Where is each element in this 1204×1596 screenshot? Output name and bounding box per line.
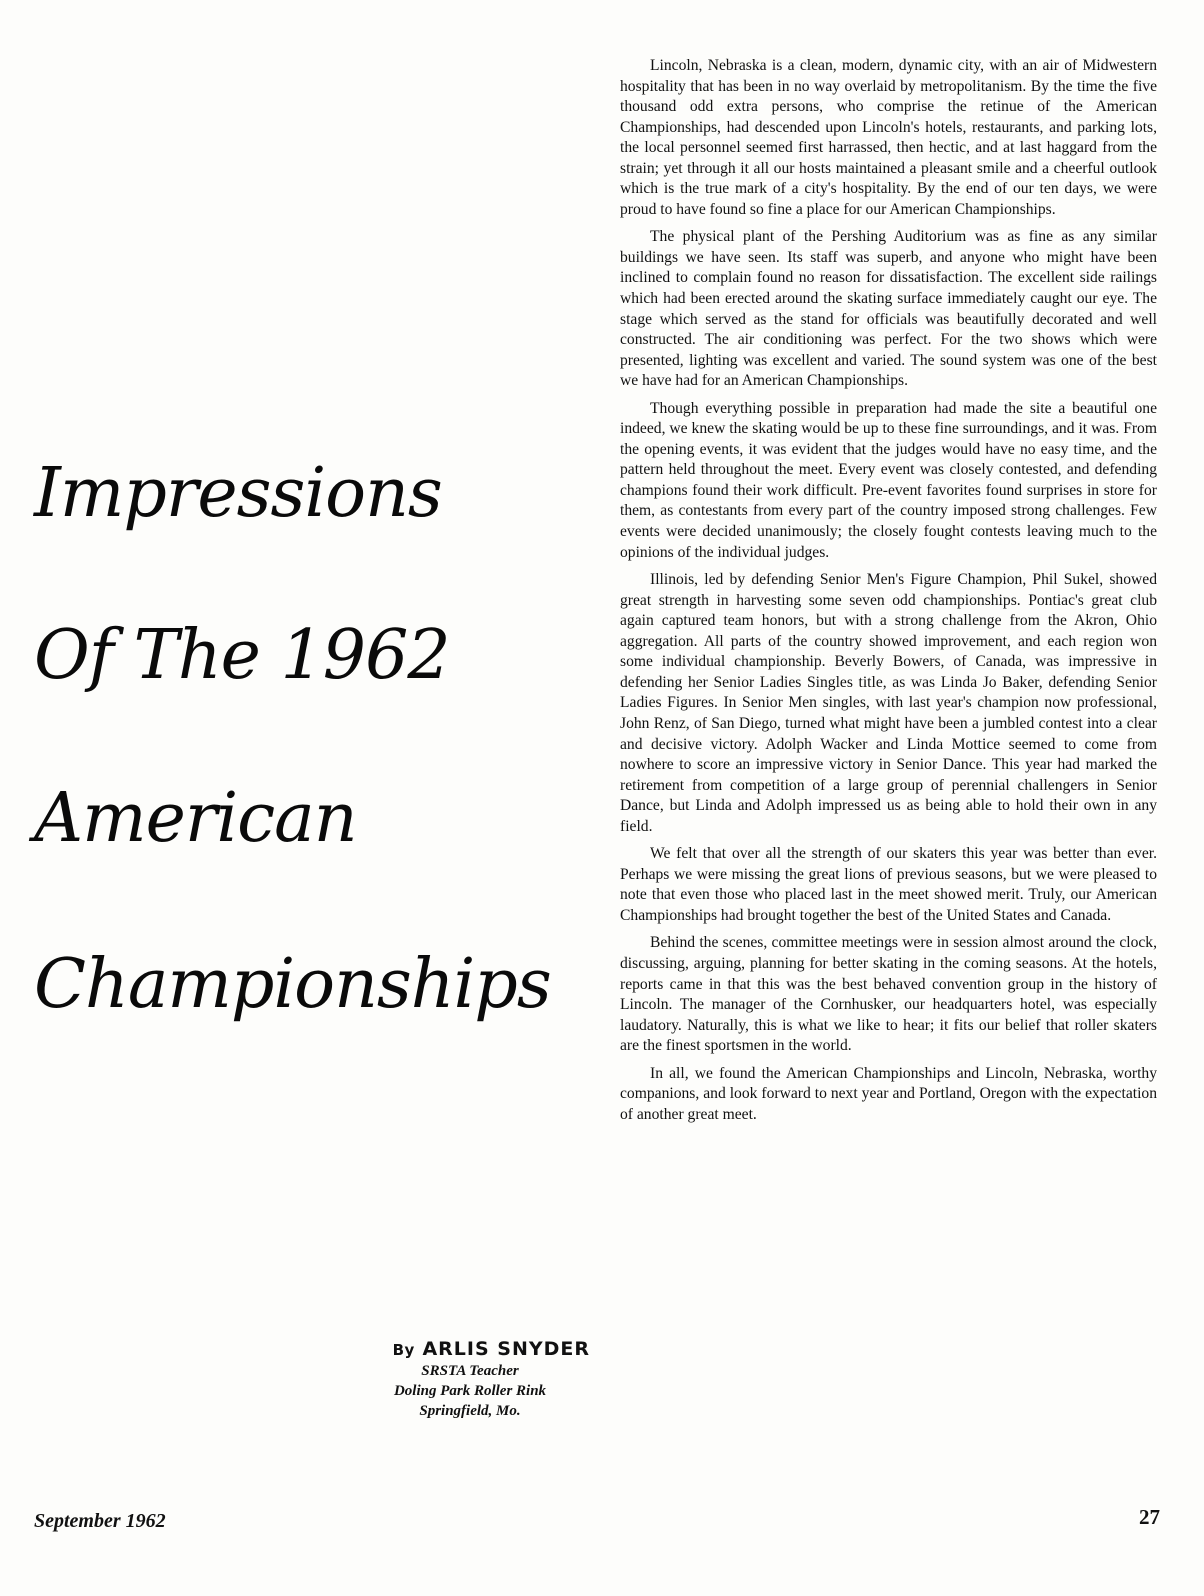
title-line-3: American [34, 779, 357, 858]
title-line-2: Of The 1962 [34, 616, 450, 695]
paragraph: Though everything possible in preparation had made the site a beautiful one indeed, we knew the skating would be up to these fine surroundings, and it was. From the opening events, it was evident that the judges would have no easy time, and the pattern held throughout the meet. Every event was closely contested, and defending champions found their work difficult. Pre-event favorites found surprises in store for them, as contestants from every part of the country imposed strong challenges. Few events were decided unanimously; the closely fought contests leaving much to the opinions of the individual judges. [620, 399, 1157, 561]
title-line-1: Impressions [34, 454, 442, 533]
paragraph: The physical plant of the Pershing Auditorium was as fine as any similar buildings we have seen. Its staff was superb, and anyone who might have been inclined to complain found no reason for dissatisfaction. The excellent side railings which had been erected around the skating surface immediately caught our eye. The stage which served as the stand for officials was beautifully decorated and well constructed. The air conditioning was perfect. For the two shows which were presented, lighting was excellent and varied. The sound system was one of the best we have had for an American Championships. [620, 228, 1157, 390]
author-location: Springfield, Mo. [419, 1403, 521, 1419]
author-name: ARLIS SNYDER [422, 1338, 590, 1360]
paragraph: Behind the scenes, committee meetings were in session almost around the clock, discussing, arguing, planning for better skating in the coming seasons. At the hotels, reports came in that this was the best behaved convention group in the history of Lincoln. The manager of the Cornhusker, our headquarters hotel, was especially laudatory. Naturally, this is what we like to hear; it fits our belief that roller skaters are the finest sportsmen in the world. [620, 934, 1157, 1055]
author-title: SRSTA Teacher [421, 1363, 519, 1379]
author-line [300, 1338, 590, 1361]
paragraph: In all, we found the American Championships and Lincoln, Nebraska, worthy companions, and look forward to next year and Portland, Oregon with the expectation of another great meet. [620, 1064, 1157, 1123]
paragraph: Lincoln, Nebraska is a clean, modern, dynamic city, with an air of Midwestern hospitality that has been in no way overlaid by metropolitanism. By the time the five thousand odd extra persons, who comprise the retinue of the American Championships, had descended upon Lincoln's hotels, restaurants, and parking lots, the local personnel seemed first harrassed, then hectic, and at last haggard from the strain; yet through it all our hosts maintained a pleasant smile and a cheerful outlook which is the true mark of a city's hospitality. By the end of our ten days, we were proud to have found so fine a place for our American Championships. [620, 57, 1157, 218]
article-body [620, 56, 1157, 1132]
paragraph: We felt that over all the strength of our skaters this year was better than ever. Perhaps we were missing the great lions of previous seasons, but we were pleased to note that even those who placed last in the meet showed merit. Truly, our American Championships had brought together the best of the United States and Canada. [620, 845, 1157, 924]
issue-date: September 1962 [34, 1510, 166, 1532]
author-rink: Doling Park Roller Rink [393, 1383, 547, 1399]
title-line-4: Championships [34, 945, 551, 1024]
page-number: 27 [1139, 1505, 1160, 1529]
paragraph: Illinois, led by defending Senior Men's Figure Champion, Phil Sukel, showed great strength in harvesting some seven odd championships. Pontiac's great club again captured team honors, but with a strong challenge from the Akron, Ohio aggregation. All parts of the country showed improvement, and each region won some individual championship. Beverly Bowers, of Canada, was impressive in defending her Senior Ladies Singles title, as was Linda Jo Baker, defending Senior Ladies Figures. In Senior Men singles, with last year's champion now professional, John Renz, of San Diego, turned what might have been a jumbled contest into a clear and decisive victory. Adolph Wacker and Linda Mottice seemed to come from nowhere to score an impressive victory in Senior Dance. This year had marked the retirement from competition of a large group of perennial challengers in Senior Dance, but Linda and Adolph impressed us as being able to hold their own in any field. [620, 571, 1157, 835]
by-label: By [392, 1341, 415, 1359]
byline [300, 1338, 590, 1421]
